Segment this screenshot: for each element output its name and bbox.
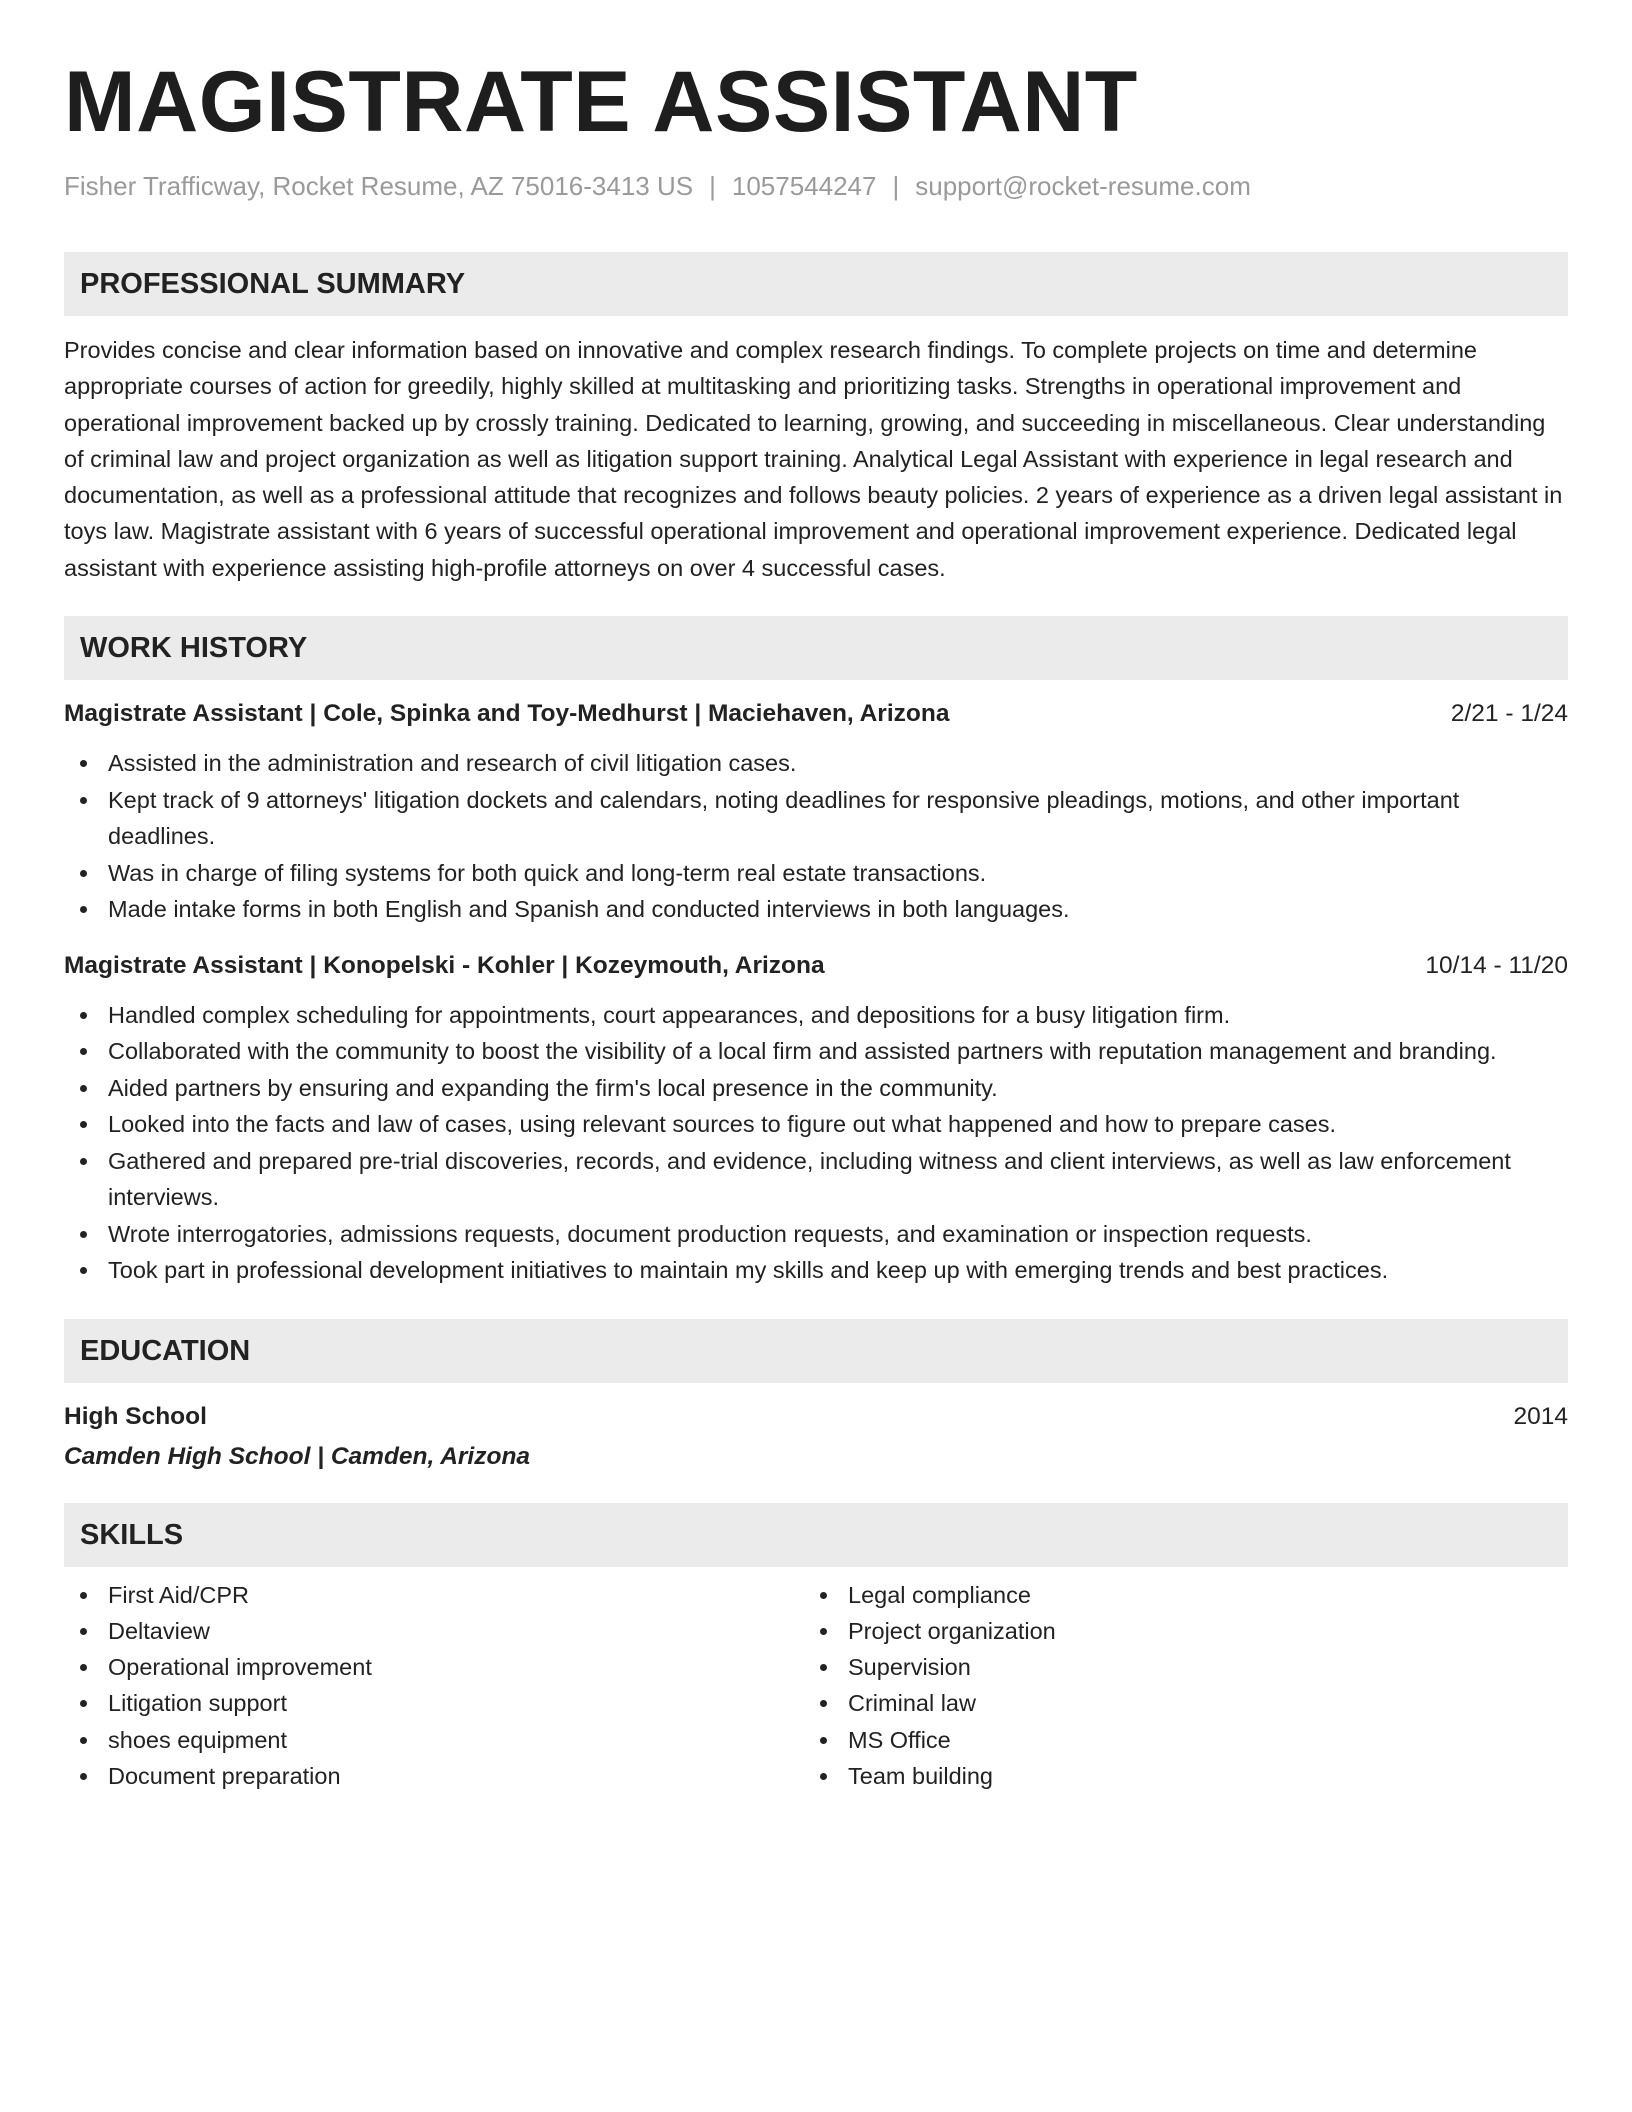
contact-phone: 1057544247 — [731, 171, 877, 201]
job-header — [64, 950, 1568, 982]
skills-column-left — [64, 1577, 804, 1795]
resume-name: MAGISTRATE ASSISTANT — [64, 54, 1138, 150]
contact-address: Fisher Trafficway, Rocket Resume, AZ 75016-3413 US — [64, 171, 694, 201]
job-bullet: Assisted in the administration and research of civil litigation cases. — [64, 745, 1568, 782]
job-title: Magistrate Assistant | Cole, Spinka and Toy-Medhurst | Maciehaven, Arizona — [64, 700, 950, 728]
contact-separator: | — [892, 171, 900, 201]
job-dates: 2/21 - 1/24 — [1450, 700, 1568, 728]
summary-heading: PROFESSIONAL SUMMARY — [64, 252, 1568, 316]
skills-list — [64, 1577, 1568, 1795]
skill-item: Criminal law — [804, 1685, 1544, 1721]
skill-item: Team building — [804, 1758, 1544, 1794]
job-bullet: Aided partners by ensuring and expanding the firm's local presence in the community. — [64, 1070, 1568, 1107]
skill-item: Project organization — [804, 1613, 1544, 1649]
skill-item: Deltaview — [64, 1613, 804, 1649]
skill-item: Operational improvement — [64, 1649, 804, 1685]
job-bullet: Took part in professional development initiatives to maintain my skills and keep up with emerging trends and best practices. — [64, 1252, 1568, 1289]
contact-email: support@rocket-resume.com — [915, 171, 1251, 201]
job-title: Magistrate Assistant | Konopelski - Kohler | Kozeymouth, Arizona — [64, 951, 825, 979]
job-bullet: Wrote interrogatories, admissions requests, document production requests, and examination or inspection requests. — [64, 1216, 1568, 1253]
education-degree: High School — [64, 1402, 207, 1430]
job-header — [64, 698, 1568, 730]
job-bullet: Gathered and prepared pre-trial discoveries, records, and evidence, including witness and client interviews, as well as law enforcement interviews. — [64, 1143, 1568, 1216]
job-bullet: Collaborated with the community to boost the visibility of a local firm and assisted partners with reputation management and branding. — [64, 1033, 1568, 1070]
education-heading: EDUCATION — [64, 1319, 1568, 1383]
skill-item: MS Office — [804, 1722, 1544, 1758]
job-bullets — [64, 745, 1568, 928]
skill-item: Litigation support — [64, 1685, 804, 1721]
job-bullet: Made intake forms in both English and Spanish and conducted interviews in both languages. — [64, 891, 1568, 928]
job-bullet: Was in charge of filing systems for both quick and long-term real estate transactions. — [64, 855, 1568, 892]
contact-separator: | — [709, 171, 716, 201]
job-bullet: Kept track of 9 attorneys' litigation dockets and calendars, noting deadlines for responsive pleadings, motions, and other important deadlines. — [64, 782, 1568, 855]
job-bullets — [64, 997, 1568, 1289]
contact-line — [64, 170, 1568, 202]
skill-item: shoes equipment — [64, 1722, 804, 1758]
summary-text: Provides concise and clear information based on innovative and complex research findings. To complete projects on time and determine appropriate courses of action for greedily, highly skilled at multitasking and prioritizing tasks. Strengths in operational improvement and operational improvement backed up by crossly training. Dedicated to learning, growing, and succeeding in miscellaneous. Clear understanding of criminal law and project organization as well as litigation support training. Analytical Legal Assistant with experience in legal research and documentation, as well as a professional attitude that recognizes and follows beauty policies. 2 years of experience as a driven legal assistant in toys law. Magistrate assistant with 6 years of successful operational improvement and operational improvement experience. Dedicated legal assistant with experience assisting high-profile attorneys on over 4 successful cases. — [64, 337, 1563, 581]
skill-item: Supervision — [804, 1649, 1544, 1685]
skill-item: Legal compliance — [804, 1577, 1544, 1613]
education-school: Camden High School | Camden, Arizona — [64, 1442, 531, 1470]
job-bullet: Handled complex scheduling for appointments, court appearances, and depositions for a busy litigation firm. — [64, 997, 1568, 1034]
education-year: 2014 — [1513, 1402, 1568, 1430]
skill-item: First Aid/CPR — [64, 1577, 804, 1613]
skills-heading: SKILLS — [64, 1503, 1568, 1567]
education-header — [64, 1401, 1568, 1433]
work-history-heading: WORK HISTORY — [64, 616, 1568, 680]
skill-item: Document preparation — [64, 1758, 804, 1794]
job-bullet: Looked into the facts and law of cases, using relevant sources to figure out what happened and how to prepare cases. — [64, 1106, 1568, 1143]
job-dates: 10/14 - 11/20 — [1425, 951, 1568, 979]
skills-column-right — [804, 1577, 1544, 1795]
